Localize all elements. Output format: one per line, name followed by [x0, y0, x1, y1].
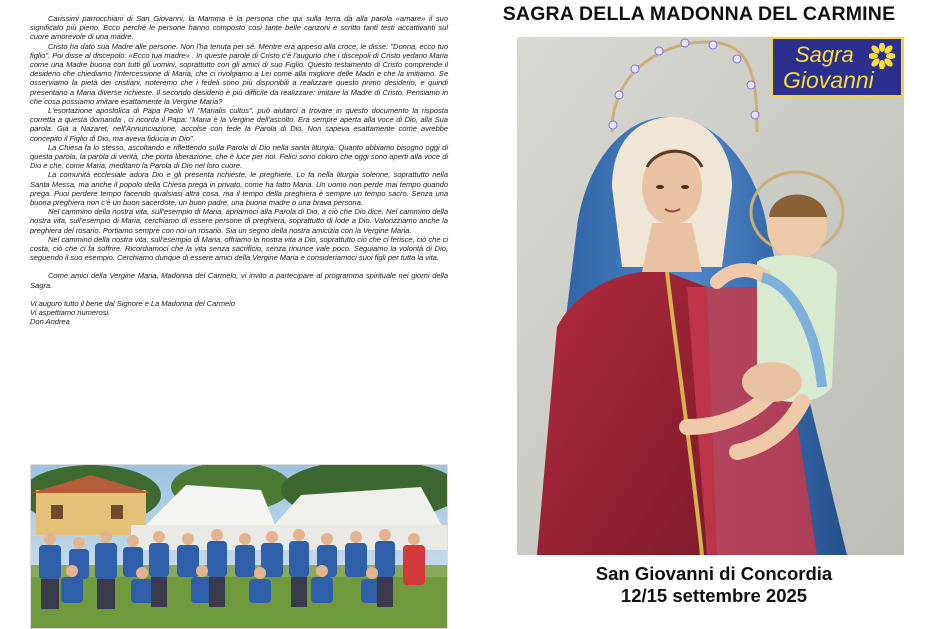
letter-paragraph-1: Carissimi parrocchiani di San Giovanni, la Mamma è la persona che qui sulla terra dà alla parola «amare» il suo significato più pieno. Ecco perché le persone hanno composto così tante belle canzoni e scritto tanti testi accattivanti sul cuore amorevole di una madre.: [30, 14, 448, 42]
letter-paragraph-3: L'esortazione apostolica di Papa Paolo VI "Marialis cultus", può aiutarci a trovare in questo documento la risposta corretta a questa domanda , ci ricorda il Papa: "Maria è la Vergine dell'ascolto. Era sempre aperta alla voce di Dio, alla Sua parola. Già a Nazaret, nell'Annunciazione, accolse con fede la Parola di Dio. Non sapeva esattamente come avrebbe concepito il Figlio di Dio, ma aveva fiducia in Dio".: [30, 106, 448, 143]
letter-signature: Don Andrea: [30, 317, 70, 327]
event-location-dates: [520, 563, 908, 607]
letter-paragraph-4: La Chiesa fa lo stesso, ascoltando e riflettendo sulla Parola di Dio nella santa liturgia. Quanto abbiamo bisogno oggi di questa parola, la parola di verità, che porta liberazione, che è luce per noi. Felici sono coloro che oggi sono aperti alla voce di Dio e che, come Maria, meditano la Parola di Dio nel loro cuore.: [30, 142, 448, 171]
volunteers-group-photo: [30, 464, 448, 629]
event-dates: 12/15 settembre 2025: [620, 585, 808, 606]
letter-closing-1: Vi auguro tutto il bene dal Signore e La Madonna del Carmelo: [30, 298, 235, 308]
letter-paragraph-5: La comunità ecclesiale adora Dio e gli presenta richieste, le preghiere. Lo fa nella liturgia solenne, soprattutto nella Santa Messa, ma anche il popolo della Chiesa prega in privato, come ha fatto Maria. Un uomo non perde mai tempo quando prega. Puoi perdere tempo facendo qualsiasi altra cosa, ma il tempo della preghiera è sempre un tempo sacro. Senza una buona preghiera non c'è un buon sacerdote, un buon padre, una buona madre o una brava persona.: [30, 170, 448, 208]
event-title: SAGRA DELLA MADONNA DEL CARMINE: [502, 3, 896, 25]
madonna-statue-photo: [517, 37, 904, 555]
logo-line-1: Sagra: [795, 42, 854, 67]
letter-paragraph-6: Nel cammino della nostra vita, sull'esempio di Maria, apriamoci alla Parola di Dio, a ciò che Dio dice. Nel cammino della nostra vita, sull'esempio di Maria, cerchiamo di essere persone di preghiera, soprattutto di lode a Dio. Valorizziamo anche la preghiera del rosario. Portiamo sempre con noi un rosario. Sia un segno della nostra amicizia con la Vergine Maria.: [30, 207, 448, 235]
letter-paragraph-7: Nel cammino della nostra vita, sull'esempio di Maria, offriamo la nostra vita a Dio, soprattutto ciò che ci ferisce, ciò che ci costa, ciò che ci fa soffrire. Ricordiamoci che la vita senza sacrificio, senza rinunce vale poco. Seguiamo la volontà di Dio, seguendo il suo esempio. Cerchiamo dunque di essere amici della Vergine Maria e consideriamoci suoi figli per tutta la vita.: [30, 234, 448, 263]
sagra-giovanni-logo: [771, 37, 903, 97]
parish-letter: [30, 14, 448, 327]
logo-line-2: Giovanni: [783, 67, 874, 93]
event-location: San Giovanni di Concordia: [595, 563, 833, 584]
letter-paragraph-2: Cristo ha dato sua Madre alle persone. Non l'ha tenuta per sé. Mentre era appeso alla croce, le disse: "Donna, ecco tuo figlio". Poi disse al discepolo: «Ecco tua madre» . In queste parole di Cristo c'è l'augurio che i discepoli di Cristo vedano Maria come una Madre buona con tutti gli uomini, soprattutto con gli amici di suo Figlio. Questo testamento di Cristo comprende il desiderio che chiediamo l'intercessione di Maria, che ci rivolgiamo a Lei come alla migliore delle Madri e che la imitiamo. Se osserviamo la pietà dei cristiani, noteremo che i fedeli sono più disponibili a realizzare questo primo desiderio, e quindi presentano a Maria diverse richieste. Il secondo desiderio è più difficile da realizzare: imitare la Madre di Cristo. Pensiamo in che cosa possiamo imitare esattamente la Vergine Maria?: [30, 41, 448, 106]
sunflower-icon: [869, 43, 895, 69]
letter-paragraph-8: Come amici della Vergine Maria, Madonna del Carmelo, vi invito a partecipare al programma spirituale nei giorni della Sagra.: [30, 271, 448, 290]
letter-closing-2: Vi aspettiamo numerosi.: [30, 308, 111, 318]
